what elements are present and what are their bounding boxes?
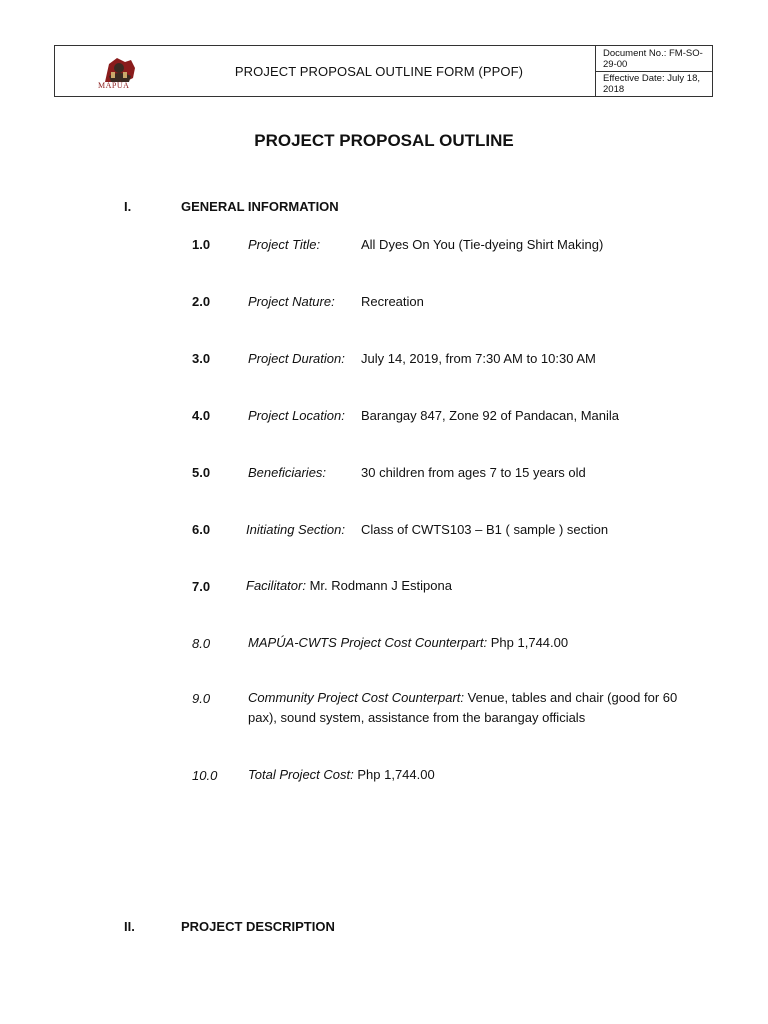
form-header — [54, 45, 713, 97]
item-number: 2.0 — [192, 294, 211, 309]
item-number: 3.0 — [192, 351, 211, 366]
item-value: Mr. Rodmann J Estipona — [309, 578, 452, 593]
form-title: PROJECT PROPOSAL OUTLINE FORM (PPOF) — [234, 63, 524, 79]
item-value: July 14, 2019, from 7:30 AM to 10:30 AM — [361, 351, 596, 366]
effective-date: Effective Date: July 18, 2018 — [596, 71, 713, 96]
item-number: 7.0 — [192, 579, 211, 594]
item-number: 10.0 — [192, 768, 218, 783]
item-label: Total Project Cost: — [248, 767, 354, 782]
item-facilitator — [246, 576, 686, 596]
item-value: Class of CWTS103 – B1 ( sample ) section — [361, 522, 609, 537]
item-label: Project Nature: — [248, 294, 335, 309]
item-label: Project Title: — [248, 237, 321, 252]
item-number: 5.0 — [192, 465, 211, 480]
document-meta — [595, 46, 713, 96]
item-value: Barangay 847, Zone 92 of Pandacan, Manila — [361, 408, 620, 423]
item-value: Venue, tables and chair (good for 60 pax), sound system, assistance from the barangay officials — [248, 690, 678, 725]
item-value: Recreation — [361, 294, 424, 309]
item-label: Beneficiaries: — [248, 465, 327, 480]
item-value: All Dyes On You (Tie-dyeing Shirt Making) — [361, 237, 604, 252]
section-number: I. — [124, 199, 132, 214]
section-label: GENERAL INFORMATION — [181, 199, 339, 214]
item-number: 6.0 — [192, 522, 211, 537]
item-label: Facilitator: — [246, 578, 306, 593]
item-label: Community Project Cost Counterpart: — [248, 690, 465, 705]
section-label: PROJECT DESCRIPTION — [181, 919, 335, 934]
item-label: Project Location: — [248, 408, 345, 423]
item-value: Php 1,744.00 — [490, 635, 569, 650]
item-label: Project Duration: — [248, 351, 345, 366]
logo-cell — [55, 46, 163, 96]
item-community-cost — [248, 688, 688, 728]
item-mapua-cost — [248, 633, 688, 653]
document-number: Document No.: FM-SO-29-00 — [603, 47, 703, 70]
logo-text: MAPÚA — [98, 81, 130, 90]
item-value: Php 1,744.00 — [357, 767, 435, 782]
item-total-cost — [248, 765, 688, 785]
item-number: 8.0 — [192, 636, 211, 651]
item-value: 30 children from ages 7 to 15 years old — [361, 465, 586, 480]
item-number: 4.0 — [192, 408, 211, 423]
section-number: II. — [124, 919, 135, 934]
item-number: 9.0 — [192, 691, 211, 706]
item-label: Initiating Section: — [246, 522, 346, 537]
item-label: MAPÚA-CWTS Project Cost Counterpart: — [248, 635, 488, 650]
item-number: 1.0 — [192, 237, 211, 252]
page-title: PROJECT PROPOSAL OUTLINE — [254, 131, 514, 150]
